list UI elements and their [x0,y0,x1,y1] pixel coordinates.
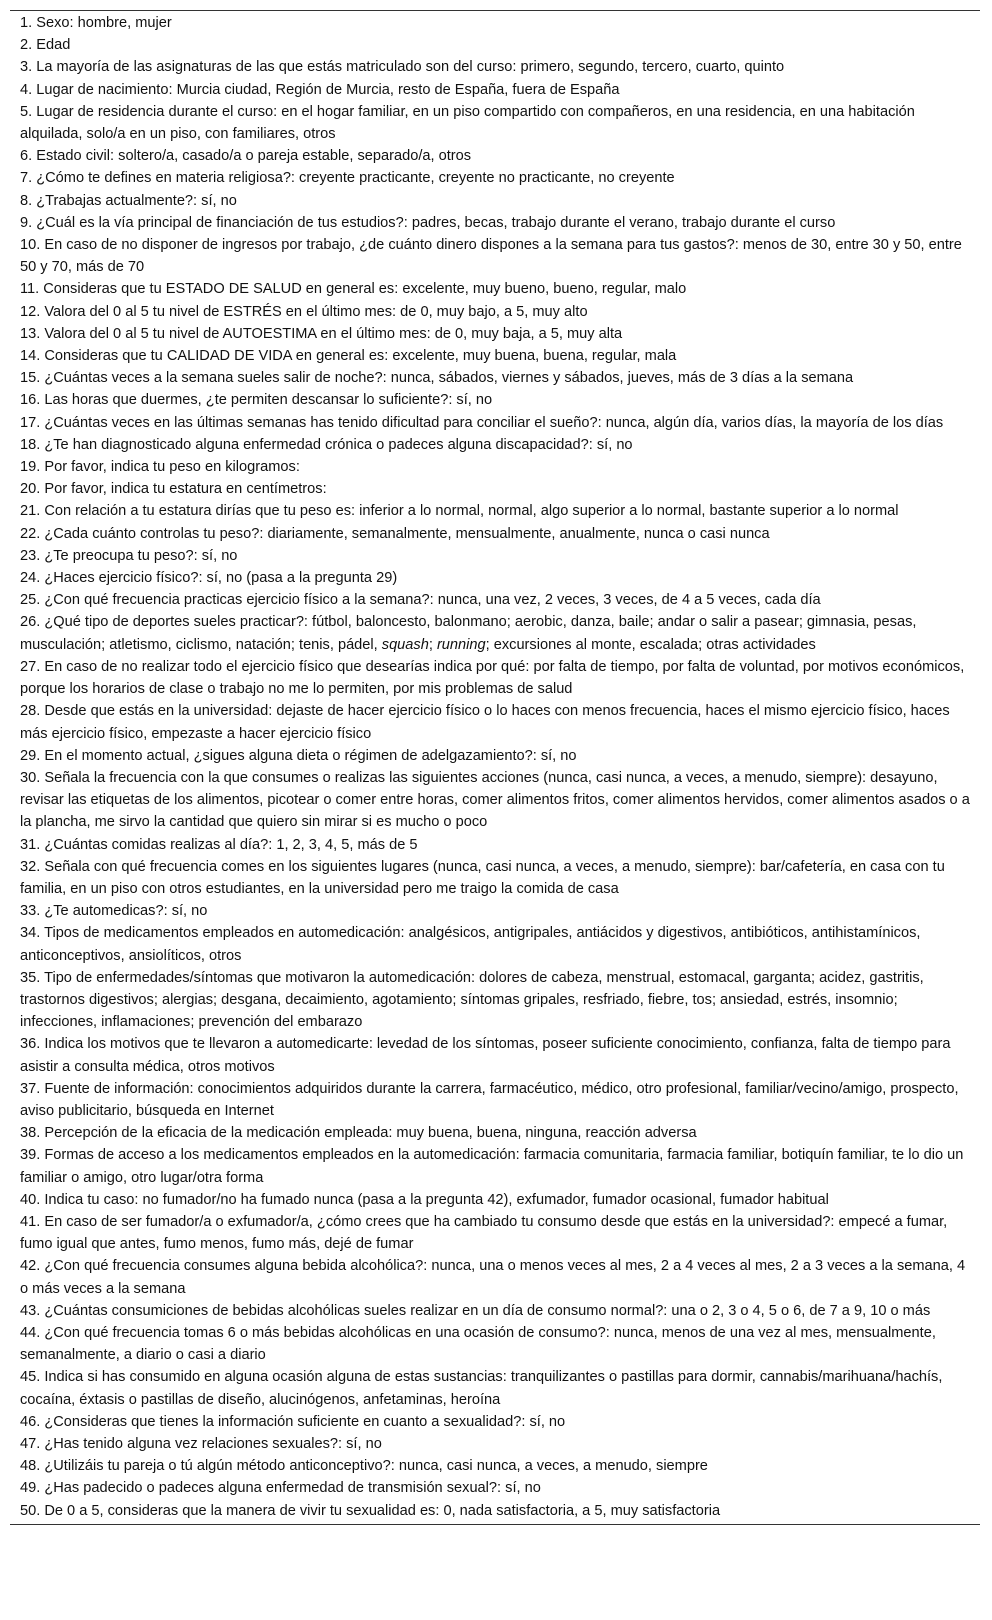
question-item-7: 7. ¿Cómo te defines en materia religiosa?: creyente practicante, creyente no practicante, no creyente [20,170,675,187]
question-item-9: 9. ¿Cuál es la vía principal de financiación de tus estudios?: padres, becas, trabajo durante el verano, trabajo durante el curso [20,214,836,231]
question-item-43: 43. ¿Cuántas consumiciones de bebidas alcohólicas sueles realizar en un día de consumo normal?: una o 2, 3 o 4, 5 o 6, de 7 a 9, 10 o más [20,1302,931,1319]
question-item-35: 35. Tipo de enfermedades/síntomas que motivaron la automedicación: dolores de cabeza, menstrual, estomacal, garganta; acidez, gastritis, trastornos digestivos; alergias; desgana, decaimiento, agotamiento; síntomas gripales, resfriado, fiebre, tos; ansiedad, estrés, insomnio; infecciones, inflamaciones; prevención del embarazo [20,969,924,1031]
question-item-28: 28. Desde que estás en la universidad: dejaste de hacer ejercicio físico o lo haces con menos frecuencia, haces el mismo ejercicio físico, haces más ejercicio físico, empezaste a hacer ejercicio físico [20,703,950,742]
question-item-29: 29. En el momento actual, ¿sigues alguna dieta o régimen de adelgazamiento?: sí, no [20,747,577,764]
question-item-6: 6. Estado civil: soltero/a, casado/a o pareja estable, separado/a, otros [20,148,472,165]
question-item-49: 49. ¿Has padecido o padeces alguna enfermedad de transmisión sexual?: sí, no [20,1480,541,1497]
question-item-34: 34. Tipos de medicamentos empleados en automedicación: analgésicos, antigripales, antiácidos y digestivos, antibióticos, antihistamínicos, anticonceptivos, ansiolíticos, otros [20,925,921,964]
question-item-36: 36. Indica los motivos que te llevaron a automedicarte: levedad de los síntomas, poseer suficiente conocimiento, confianza, falta de tiempo para asistir a consulta médica, otros motivos [20,1036,951,1075]
question-item-1: 1. Sexo: hombre, mujer [20,15,172,31]
question-item-11: 11. Consideras que tu ESTADO DE SALUD en general es: excelente, muy bueno, bueno, regular, malo [20,281,687,298]
question-item-14: 14. Consideras que tu CALIDAD DE VIDA en general es: excelente, muy buena, buena, regular, mala [20,348,677,365]
question-26-squash: squash [381,636,429,653]
question-item-16: 16. Las horas que duermes, ¿te permiten descansar lo suficiente?: sí, no [20,392,493,409]
question-item-2: 2. Edad [20,37,71,54]
question-item-46: 46. ¿Consideras que tienes la información suficiente en cuanto a sexualidad?: sí, no [20,1413,566,1430]
question-item-12: 12. Valora del 0 al 5 tu nivel de ESTRÉS en el último mes: de 0, muy bajo, a 5, muy alto [20,303,588,320]
question-item-38: 38. Percepción de la eficacia de la medicación empleada: muy buena, buena, ninguna, reacción adversa [20,1125,697,1142]
question-item-39: 39. Formas de acceso a los medicamentos empleados en la automedicación: farmacia comunitaria, farmacia familiar, botiquín familiar, te lo dio un familiar o amigo, otro lugar/otra forma [20,1147,964,1186]
question-item-21: 21. Con relación a tu estatura dirías que tu peso es: inferior a lo normal, normal, algo superior a lo normal, bastante superior a lo normal [20,503,899,520]
question-item-41: 41. En caso de ser fumador/a o exfumador/a, ¿cómo crees que ha cambiado tu consumo desde que estás en la universidad?: empecé a fumar, fumo igual que antes, fumo menos, fumo más, dejé de fumar [20,1213,948,1253]
question-item-50: 50. De 0 a 5, consideras que la manera de vivir tu sexualidad es: 0, nada satisfactoria, a 5, muy satisfactoria [20,1502,721,1519]
question-item-18: 18. ¿Te han diagnosticado alguna enfermedad crónica o padeces alguna discapacidad?: sí, no [20,436,633,453]
question-item-42: 42. ¿Con qué frecuencia consumes alguna bebida alcohólica?: nunca, una o menos veces al mes, 2 a 4 veces al mes, 2 a 3 veces a la semana, 4 o más veces a la semana [20,1258,966,1297]
questionnaire-table [10,10,980,1525]
question-26-running: running [436,636,486,653]
question-item-47: 47. ¿Has tenido alguna vez relaciones sexuales?: sí, no [20,1436,382,1452]
question-item-5: 5. Lugar de residencia durante el curso: en el hogar familiar, en un piso compartido con compañeros, en una residencia, en una habitación alquilada, solo/a en un piso, con familiares, otros [20,103,915,143]
question-item-31: 31. ¿Cuántas comidas realizas al día?: 1, 2, 3, 4, 5, más de 5 [20,836,418,853]
question-item-23: 23. ¿Te preocupa tu peso?: sí, no [20,547,238,564]
question-item-27: 27. En caso de no realizar todo el ejercicio físico que desearías indica por qué: por falta de tiempo, por falta de voluntad, por motivos económicos, porque los horarios de clase o trabajo no me lo permiten, por mis problemas de salud [20,658,965,698]
question-26-text: 26. ¿Qué tipo de deportes sueles practicar?: fútbol, baloncesto, balonmano; aerobic, danza, baile; andar o salir a pasear; gimnasia, pesas, musculación; atletismo, ciclismo, natación; tenis, pádel, [20,614,917,653]
question-item-13: 13. Valora del 0 al 5 tu nivel de AUTOESTIMA en el último mes: de 0, muy baja, a 5, muy alta [20,325,623,342]
question-item-15: 15. ¿Cuántas veces a la semana sueles salir de noche?: nunca, sábados, viernes y sábados, jueves, más de 3 días a la semana [20,370,854,387]
question-item-8: 8. ¿Trabajas actualmente?: sí, no [20,192,237,209]
question-item-32: 32. Señala con qué frecuencia comes en los siguientes lugares (nunca, casi nunca, a veces, a menudo, siempre): bar/cafetería, en casa con tu familia, en un piso con otros estudiantes, en la universidad pero me traigo la comida de casa [20,858,945,897]
question-item-17: 17. ¿Cuántas veces en las últimas semanas has tenido dificultad para conciliar el sueño?: nunca, algún día, varios días, la mayoría de los días [20,414,944,431]
question-item-40: 40. Indica tu caso: no fumador/no ha fumado nunca (pasa a la pregunta 42), exfumador, fumador ocasional, fumador habitual [20,1191,829,1208]
question-26-rest: ; excursiones al monte, escalada; otras actividades [485,636,816,653]
question-26-separator: ; [428,636,437,653]
question-item-26 [10,611,980,655]
question-item-22: 22. ¿Cada cuánto controlas tu peso?: diariamente, semanalmente, mensualmente, anualmente, nunca o casi nunca [20,525,770,542]
question-item-4: 4. Lugar de nacimiento: Murcia ciudad, Región de Murcia, resto de España, fuera de España [20,81,620,98]
question-item-20: 20. Por favor, indica tu estatura en centímetros: [20,481,327,498]
question-item-25: 25. ¿Con qué frecuencia practicas ejercicio físico a la semana?: nunca, una vez, 2 veces, 3 veces, de 4 a 5 veces, cada día [20,592,821,609]
question-item-44: 44. ¿Con qué frecuencia tomas 6 o más bebidas alcohólicas en una ocasión de consumo?: nunca, menos de una vez al mes, mensualmente, semanalmente, a diario o casi a diario [20,1324,936,1364]
question-item-10: 10. En caso de no disponer de ingresos por trabajo, ¿de cuánto dinero dispones a la semana para tus gastos?: menos de 30, entre 30 y 50, entre 50 y 70, más de 70 [20,237,962,276]
question-item-37: 37. Fuente de información: conocimientos adquiridos durante la carrera, farmacéutico, médico, otro profesional, familiar/vecino/amigo, prospecto, aviso publicitario, búsqueda en Internet [20,1080,959,1119]
question-item-19: 19. Por favor, indica tu peso en kilogramos: [20,459,300,476]
question-item-24: 24. ¿Haces ejercicio físico?: sí, no (pasa a la pregunta 29) [20,570,398,587]
question-item-3: 3. La mayoría de las asignaturas de las que estás matriculado son del curso: primero, segundo, tercero, cuarto, quinto [20,59,785,76]
question-item-45: 45. Indica si has consumido en alguna ocasión alguna de estas sustancias: tranquilizantes o pastillas para dormir, cannabis/marihuana/hachís, cocaína, éxtasis o pastillas de diseño, alucinógenos, anfetaminas, heroína [20,1369,943,1408]
question-item-33: 33. ¿Te automedicas?: sí, no [20,903,208,920]
question-item-30: 30. Señala la frecuencia con la que consumes o realizas las siguientes acciones (nunca, casi nunca, a veces, a menudo, siempre): desayuno, revisar las etiquetas de los alimentos, picotear o comer entre horas, comer alimentos fritos, comer alimentos hervidos, comer alimentos asados o a la plancha, me sirvo la cantidad que quiero sin mirar si es mucho o poco [20,769,970,831]
question-item-48: 48. ¿Utilizáis tu pareja o tú algún método anticonceptivo?: nunca, casi nunca, a veces, a menudo, siempre [20,1458,708,1475]
